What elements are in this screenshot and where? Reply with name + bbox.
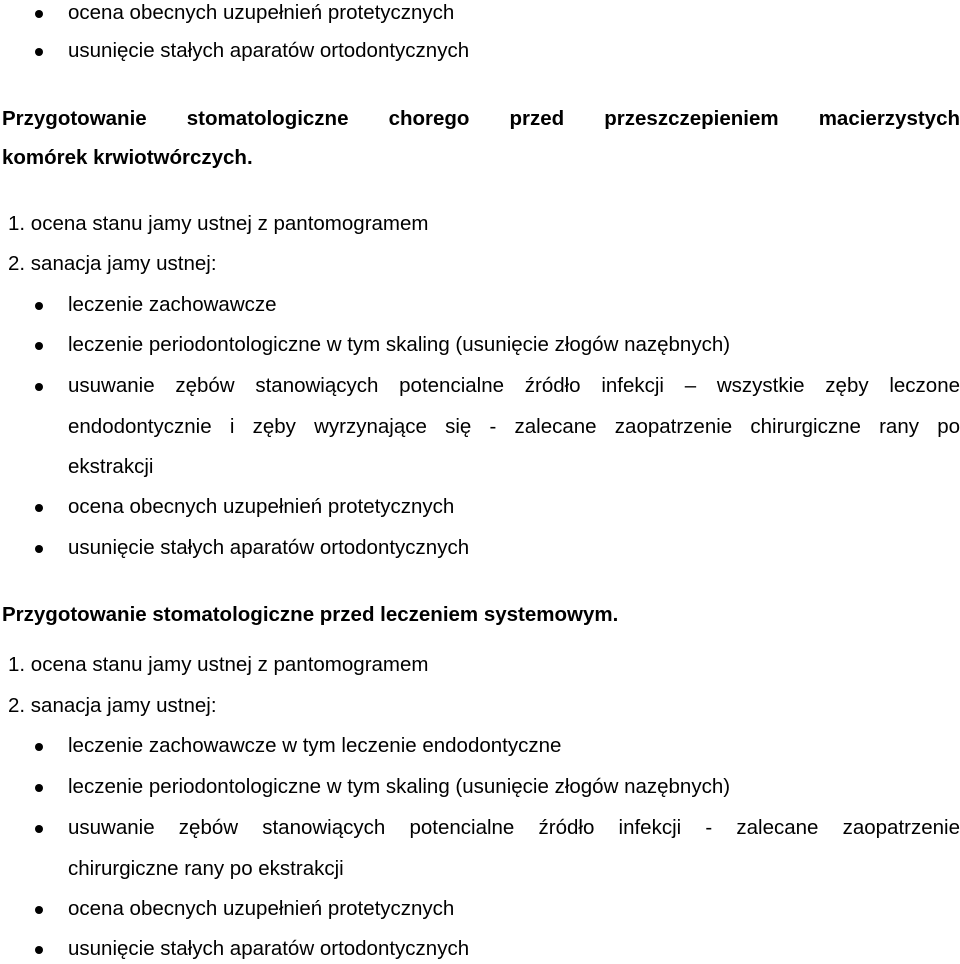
list-item-continuation: ekstrakcji <box>68 455 154 478</box>
list-item: ocena obecnych uzupełnień protetycznych <box>68 897 455 920</box>
list-item: leczenie periodontologiczne w tym skaling (usunięcie złogów nazębnych) <box>68 333 731 356</box>
list-item: leczenie zachowawcze <box>68 293 277 316</box>
bullet-icon <box>35 383 43 391</box>
bullet-icon <box>35 48 43 56</box>
numbered-item: 1. ocena stanu jamy ustnej z pantomogramem <box>8 653 429 676</box>
numbered-item: 1. ocena stanu jamy ustnej z pantomogramem <box>8 212 429 235</box>
list-item: ocena obecnych uzupełnień protetycznych <box>68 495 455 518</box>
list-item: leczenie zachowawcze w tym leczenie endodontyczne <box>68 734 562 757</box>
bullet-icon <box>35 302 43 310</box>
bullet-icon <box>35 545 43 553</box>
numbered-item: 2. sanacja jamy ustnej: <box>8 252 217 275</box>
list-item: usunięcie stałych aparatów ortodontycznych <box>68 937 470 960</box>
bullet-icon <box>35 10 43 18</box>
bullet-icon <box>35 825 43 833</box>
bullet-icon <box>35 784 43 792</box>
section-heading: Przygotowanie stomatologiczne chorego przed przeszczepieniem macierzystych <box>2 107 960 130</box>
bullet-icon <box>35 743 43 751</box>
list-item: usunięcie stałych aparatów ortodontycznych <box>68 536 470 559</box>
list-item: usuwanie zębów stanowiących potencialne źródło infekcji – wszystkie zęby leczone <box>68 374 960 397</box>
list-item-continuation: endodontycznie i zęby wyrzynające się - zalecane zaopatrzenie chirurgiczne rany po <box>68 415 960 438</box>
bullet-icon <box>35 946 43 954</box>
list-item-continuation: chirurgiczne rany po ekstrakcji <box>68 857 344 880</box>
numbered-item: 2. sanacja jamy ustnej: <box>8 694 217 717</box>
bullet-icon <box>35 504 43 512</box>
list-item: usuwanie zębów stanowiących potencialne źródło infekcji - zalecane zaopatrzenie <box>68 816 960 839</box>
list-item: ocena obecnych uzupełnień protetycznych <box>68 1 455 24</box>
list-item: leczenie periodontologiczne w tym skaling (usunięcie złogów nazębnych) <box>68 775 731 798</box>
list-item: usunięcie stałych aparatów ortodontycznych <box>68 39 470 62</box>
bullet-icon <box>35 342 43 350</box>
section-heading: Przygotowanie stomatologiczne przed leczeniem systemowym. <box>2 603 619 626</box>
bullet-icon <box>35 906 43 914</box>
section-heading-continuation: komórek krwiotwórczych. <box>2 146 253 169</box>
